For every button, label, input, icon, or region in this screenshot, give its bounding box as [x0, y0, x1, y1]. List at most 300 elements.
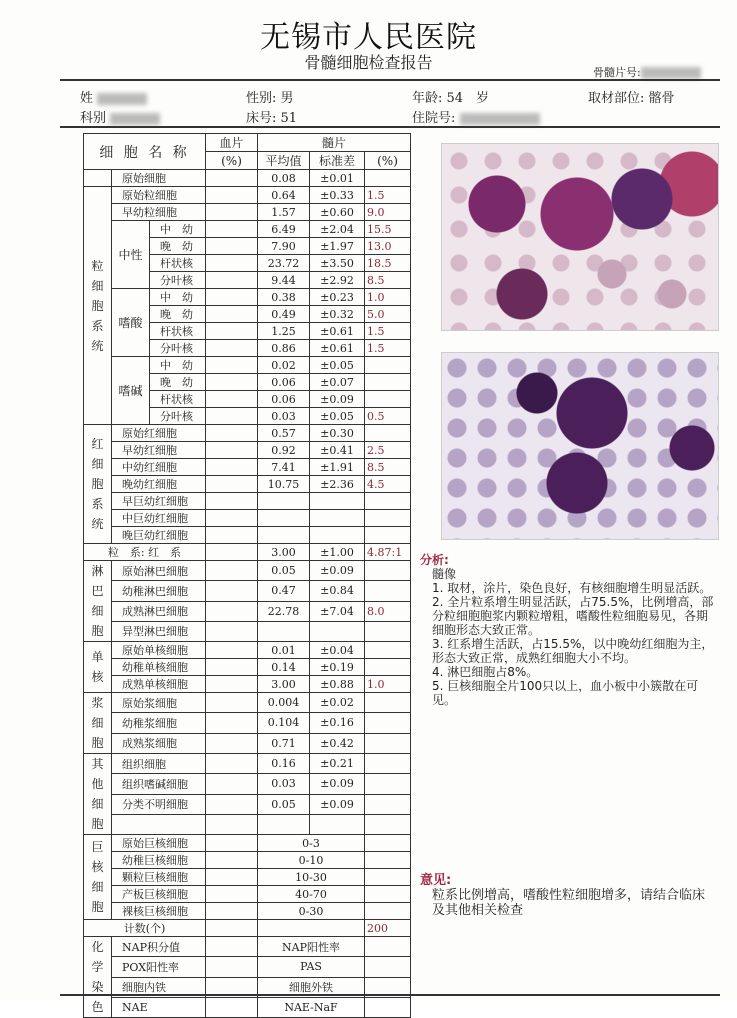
mean-value: 0.06: [258, 374, 310, 391]
reference-range: NAE-NaF: [258, 997, 365, 1017]
sd-value: ±0.84: [310, 581, 365, 601]
marrow-pct: [365, 561, 411, 581]
blood-pct: [206, 903, 258, 920]
row-name: [112, 814, 206, 834]
blood-pct: [206, 659, 258, 676]
marrow-pct: [365, 869, 411, 886]
marrow-pct: [365, 581, 411, 601]
blood-pct: [206, 920, 258, 937]
sd-value: ±1.97: [310, 238, 365, 255]
sd-value: [310, 527, 365, 544]
row-name: 分叶核: [150, 408, 206, 425]
table-row: [84, 476, 411, 493]
table-row: [84, 544, 411, 561]
marrow-pct: [365, 510, 411, 527]
table-row: [84, 903, 411, 920]
marrow-pct: [365, 774, 411, 794]
table-row: [84, 920, 411, 937]
mean-value: 0.05: [258, 561, 310, 581]
row-name: POX阳性率: [112, 957, 206, 977]
marrow-pct: [365, 903, 411, 920]
marrow-pct: [365, 886, 411, 903]
report-title: 骨髓细胞检查报告: [304, 53, 433, 72]
hospital-name: 无锡市人民医院: [260, 20, 477, 55]
sd-value: ±0.60: [310, 204, 365, 221]
reference-range: 0-10: [258, 852, 365, 869]
row-name: 原始巨核细胞: [112, 835, 206, 852]
marrow-pct: 9.0: [365, 204, 411, 221]
mean-value: 0.104: [258, 713, 310, 733]
marrow-pct: 1.5: [365, 187, 411, 204]
row-name: 杆状核: [150, 255, 206, 272]
marrow-pct: [365, 527, 411, 544]
mean-value: 1.57: [258, 204, 310, 221]
group-label: 红细胞系统: [84, 425, 112, 544]
divider: [60, 994, 720, 996]
marrow-pct: 1.5: [365, 340, 411, 357]
blood-pct: [206, 886, 258, 903]
marrow-no-label: 骨髓片号:: [593, 66, 641, 79]
sd-value: ±0.09: [310, 774, 365, 794]
blood-pct: [206, 170, 258, 187]
sd-value: [310, 493, 365, 510]
row-name: 分类不明细胞: [112, 794, 206, 814]
analysis-subheading: 髓像: [432, 567, 457, 581]
blood-pct: [206, 774, 258, 794]
table-row: [84, 493, 411, 510]
sample-site: 取材部位: 髂骨: [588, 91, 675, 106]
marrow-pct: 13.0: [365, 238, 411, 255]
table-row: [84, 621, 411, 641]
sd-value: ±0.88: [310, 676, 365, 693]
group-label: 浆细胞: [84, 693, 112, 754]
blood-pct: [206, 221, 258, 238]
cell-count-table: [83, 133, 411, 1018]
marrow-pct: [365, 957, 411, 977]
sd-value: ±0.09: [310, 391, 365, 408]
sd-value: ±0.09: [310, 794, 365, 814]
mean-value: [258, 510, 310, 527]
table-row: [84, 774, 411, 794]
table-row: [84, 601, 411, 621]
marrow-smear-image-2: [441, 352, 719, 540]
reference-range: 0-3: [258, 835, 365, 852]
sd-value: ±0.42: [310, 733, 365, 753]
table-row: [84, 937, 411, 957]
row-name: 异型淋巴细胞: [112, 621, 206, 641]
header-sd: 标准差: [310, 152, 365, 170]
marrow-pct: [365, 794, 411, 814]
row-name: 组织嗜碱细胞: [112, 774, 206, 794]
mean-value: 10.75: [258, 476, 310, 493]
sd-value: [310, 621, 365, 641]
blood-pct: [206, 754, 258, 774]
mean-value: 3.00: [258, 676, 310, 693]
table-row: [84, 713, 411, 733]
table-row: [84, 442, 411, 459]
row-name: 中巨幼红细胞: [112, 510, 206, 527]
reference-range: 0-30: [258, 903, 365, 920]
blood-pct: [206, 527, 258, 544]
blood-pct: [206, 272, 258, 289]
sd-value: ±0.09: [310, 561, 365, 581]
marrow-pct: [365, 391, 411, 408]
row-name: 早幼红细胞: [112, 442, 206, 459]
blood-pct: [206, 997, 258, 1017]
mean-value: 0.02: [258, 357, 310, 374]
row-name: NAP积分值: [112, 937, 206, 957]
table-row: [84, 425, 411, 442]
blood-pct: [206, 561, 258, 581]
patient-name: [80, 87, 147, 106]
blood-pct: [206, 601, 258, 621]
marrow-pct: [365, 997, 411, 1017]
sex: 性别: 男: [246, 91, 294, 106]
mean-value: 0.16: [258, 754, 310, 774]
table-row: [84, 642, 411, 659]
row-name: 成熟浆细胞: [112, 733, 206, 753]
row-name: 计数(个): [84, 920, 206, 937]
mean-value: [258, 621, 310, 641]
marrow-pct: 8.0: [365, 601, 411, 621]
marrow-pct: 15.5: [365, 221, 411, 238]
marrow-pct: [365, 754, 411, 774]
table-row: [84, 754, 411, 774]
row-name: 中 幼: [150, 221, 206, 238]
blood-pct: [206, 957, 258, 977]
blood-pct: [206, 621, 258, 641]
blood-pct: [206, 238, 258, 255]
inpatient-no: [412, 107, 540, 126]
analysis-section: [420, 553, 715, 707]
table-row: [84, 733, 411, 753]
subgroup-label: 嗜碱: [112, 357, 150, 425]
department: [80, 107, 160, 126]
analysis-heading: 分析:: [420, 553, 449, 567]
redacted-value: [110, 113, 160, 125]
mean-value: 0.06: [258, 391, 310, 408]
row-name: 中 幼: [150, 289, 206, 306]
sd-value: [310, 814, 365, 834]
header-mean: 平均值: [258, 152, 310, 170]
marrow-pct: 0.5: [365, 408, 411, 425]
marrow-pct: 18.5: [365, 255, 411, 272]
mean-value: [258, 527, 310, 544]
row-name: 原始浆细胞: [112, 693, 206, 713]
sd-value: [310, 510, 365, 527]
row-name: 中幼红细胞: [112, 459, 206, 476]
row-name: 组织细胞: [112, 754, 206, 774]
table-row: [84, 357, 411, 374]
blood-pct: [206, 835, 258, 852]
reference-range: 40-70: [258, 886, 365, 903]
sd-value: ±0.23: [310, 289, 365, 306]
header-blood: 血片: [206, 134, 258, 152]
marrow-pct: [365, 621, 411, 641]
analysis-line: 5. 巨核细胞全片100只以上，血小板中小簇散在可见。: [432, 679, 699, 707]
group-label: 粒细胞系统: [84, 187, 112, 425]
table-row: [84, 170, 411, 187]
table-row: [84, 852, 411, 869]
row-name: 幼稚浆细胞: [112, 713, 206, 733]
header-cell-name: 细 胞 名 称: [84, 134, 206, 170]
row-name: 分叶核: [150, 272, 206, 289]
row-name: 幼稚巨核细胞: [112, 852, 206, 869]
blood-pct: [206, 869, 258, 886]
marrow-pct: 4.5: [365, 476, 411, 493]
blood-pct: [206, 340, 258, 357]
reference-range: 10-30: [258, 869, 365, 886]
sd-value: ±0.19: [310, 659, 365, 676]
blood-pct: [206, 374, 258, 391]
mean-value: 0.03: [258, 408, 310, 425]
opinion-heading: 意见:: [420, 873, 452, 888]
blood-pct: [206, 187, 258, 204]
table-row: [84, 527, 411, 544]
blood-pct: [206, 255, 258, 272]
row-name: 原始淋巴细胞: [112, 561, 206, 581]
bed-no: 床号: 51: [246, 111, 298, 126]
row-name: 原始红细胞: [112, 425, 206, 442]
analysis-line: 1. 取材，涂片，染色良好，有核细胞增生明显活跃。: [432, 581, 712, 595]
table-row: [84, 997, 411, 1017]
marrow-pct: [365, 713, 411, 733]
row-name: 产板巨核细胞: [112, 886, 206, 903]
blood-pct: [206, 476, 258, 493]
marrow-pct: 8.5: [365, 272, 411, 289]
sd-value: ±2.36: [310, 476, 365, 493]
row-name: 原始粒细胞: [112, 187, 206, 204]
blood-pct: [206, 306, 258, 323]
row-name: 原始细胞: [112, 170, 206, 187]
sd-value: ±0.16: [310, 713, 365, 733]
table-header-row: [84, 134, 411, 152]
blood-pct: [206, 391, 258, 408]
blood-pct: [206, 713, 258, 733]
marrow-pct: [365, 170, 411, 187]
mean-value: 0.03: [258, 774, 310, 794]
redacted-value: [460, 113, 540, 125]
blood-pct: [206, 794, 258, 814]
subgroup-label: 中性: [112, 221, 150, 289]
name-label: 姓: [80, 91, 94, 106]
mean-value: 0.86: [258, 340, 310, 357]
row-name: 原始单核细胞: [112, 642, 206, 659]
table-row: [84, 659, 411, 676]
mean-value: 0.49: [258, 306, 310, 323]
table-row: [84, 221, 411, 238]
header-blood-unit: (%): [206, 152, 258, 170]
row-name: 晚 幼: [150, 374, 206, 391]
table-row: [84, 561, 411, 581]
table-row: [84, 204, 411, 221]
row-name: 分叶核: [150, 340, 206, 357]
mean-value: 0.57: [258, 425, 310, 442]
blood-pct: [206, 408, 258, 425]
group-label: 巨核细胞: [84, 835, 112, 920]
row-name: 幼稚单核细胞: [112, 659, 206, 676]
reference-range: PAS: [258, 957, 365, 977]
reference-range: NAP阳性率: [258, 937, 365, 957]
sd-value: ±0.01: [310, 170, 365, 187]
row-name: 杆状核: [150, 323, 206, 340]
mean-value: [258, 814, 310, 834]
row-name: 细胞内铁: [112, 977, 206, 997]
marrow-pct: [365, 659, 411, 676]
marrow-pct: [365, 374, 411, 391]
sd-value: ±0.05: [310, 408, 365, 425]
marrow-pct: [365, 814, 411, 834]
row-name: 早幼粒细胞: [112, 204, 206, 221]
reference-range: [258, 920, 365, 937]
table-row: [84, 459, 411, 476]
marrow-pct: [365, 835, 411, 852]
sd-value: ±0.05: [310, 357, 365, 374]
blood-pct: [206, 459, 258, 476]
blood-pct: [206, 676, 258, 693]
sd-value: ±0.04: [310, 642, 365, 659]
table-row: [84, 886, 411, 903]
header-pct: (%): [365, 152, 411, 170]
age: 年龄: 54 岁: [412, 91, 490, 106]
blood-pct: [206, 442, 258, 459]
blood-pct: [206, 289, 258, 306]
reference-range: 细胞外铁: [258, 977, 365, 997]
marrow-pct: [365, 693, 411, 713]
redacted-value: [97, 93, 147, 105]
marrow-pct: [365, 425, 411, 442]
blood-pct: [206, 642, 258, 659]
blood-pct: [206, 544, 258, 561]
marrow-pct: 5.0: [365, 306, 411, 323]
table-row: [84, 289, 411, 306]
sd-value: ±0.33: [310, 187, 365, 204]
mean-value: 3.00: [258, 544, 310, 561]
row-name: NAE: [112, 997, 206, 1017]
table-row: [84, 869, 411, 886]
row-name: 颗粒巨核细胞: [112, 869, 206, 886]
sd-value: ±0.30: [310, 425, 365, 442]
mean-value: 1.25: [258, 323, 310, 340]
blood-pct: [206, 693, 258, 713]
group-label: 其他细胞: [84, 754, 112, 835]
analysis-line: 3. 红系增生活跃，占15.5%，以中晚幼红细胞为主，形态大致正常，成熟红细胞大小不均。: [432, 637, 714, 665]
mean-value: 0.14: [258, 659, 310, 676]
inpatient-label: 住院号:: [412, 111, 456, 126]
marrow-pct: [365, 642, 411, 659]
mean-value: 0.71: [258, 733, 310, 753]
marrow-pct: 1.5: [365, 323, 411, 340]
mean-value: 0.05: [258, 794, 310, 814]
row-name: 晚 幼: [150, 306, 206, 323]
header-marrow: 髓片: [258, 134, 411, 152]
blood-pct: [206, 814, 258, 834]
row-name: 晚 幼: [150, 238, 206, 255]
table-row: [84, 814, 411, 834]
sd-value: ±0.21: [310, 754, 365, 774]
blood-pct: [206, 581, 258, 601]
mean-value: 6.49: [258, 221, 310, 238]
group-label: 淋巴细胞: [84, 561, 112, 642]
table-row: [84, 187, 411, 204]
sd-value: ±3.50: [310, 255, 365, 272]
table-row: [84, 581, 411, 601]
blood-pct: [206, 425, 258, 442]
mean-value: 0.01: [258, 642, 310, 659]
marrow-pct: 200: [365, 920, 411, 937]
sd-value: ±0.32: [310, 306, 365, 323]
sd-value: ±1.00: [310, 544, 365, 561]
sd-value: ±0.61: [310, 340, 365, 357]
row-name: 晚巨幼红细胞: [112, 527, 206, 544]
row-name: 中 幼: [150, 357, 206, 374]
marrow-pct: [365, 493, 411, 510]
group-label: 化学染色: [84, 937, 112, 1018]
blood-pct: [206, 852, 258, 869]
mean-value: 23.72: [258, 255, 310, 272]
subgroup-label: 嗜酸: [112, 289, 150, 357]
blood-pct: [206, 937, 258, 957]
sd-value: ±2.04: [310, 221, 365, 238]
marrow-pct: [365, 733, 411, 753]
sd-value: ±0.41: [310, 442, 365, 459]
sd-value: ±1.91: [310, 459, 365, 476]
marrow-smear-image-1: [441, 143, 719, 331]
analysis-line: 2. 全片粒系增生明显活跃，占75.5%，比例增高，部分粒细胞胞浆内颗粒增粗，嗜酸性粒细胞易见，各期细胞形态大致正常。: [432, 595, 714, 637]
sd-value: ±0.07: [310, 374, 365, 391]
marrow-pct: [365, 852, 411, 869]
marrow-pct: 2.5: [365, 442, 411, 459]
mean-value: [258, 493, 310, 510]
mean-value: 7.41: [258, 459, 310, 476]
mean-value: 0.92: [258, 442, 310, 459]
mean-value: 0.08: [258, 170, 310, 187]
mean-value: 22.78: [258, 601, 310, 621]
marrow-pct: [365, 937, 411, 957]
mean-value: 7.90: [258, 238, 310, 255]
row-name: 成熟淋巴细胞: [112, 601, 206, 621]
table-row: [84, 835, 411, 852]
row-name: 成熟单核细胞: [112, 676, 206, 693]
divider: [60, 79, 720, 81]
mean-value: 0.64: [258, 187, 310, 204]
row-name: 早巨幼红细胞: [112, 493, 206, 510]
blood-pct: [206, 204, 258, 221]
redacted-value: [641, 67, 701, 79]
sd-value: ±0.61: [310, 323, 365, 340]
table-row: [84, 957, 411, 977]
row-name: 晚幼红细胞: [112, 476, 206, 493]
marrow-pct: 1.0: [365, 289, 411, 306]
group-label: [84, 170, 112, 187]
blood-pct: [206, 733, 258, 753]
marrow-no: [593, 64, 701, 80]
sd-value: ±0.02: [310, 693, 365, 713]
blood-pct: [206, 493, 258, 510]
marrow-pct: [365, 357, 411, 374]
sd-value: ±2.92: [310, 272, 365, 289]
blood-pct: [206, 357, 258, 374]
row-name: 幼稚淋巴细胞: [112, 581, 206, 601]
sd-value: ±7.04: [310, 601, 365, 621]
row-name: 粒 系: 红 系: [84, 544, 206, 561]
row-name: 杆状核: [150, 391, 206, 408]
mean-value: 9.44: [258, 272, 310, 289]
mean-value: 0.38: [258, 289, 310, 306]
marrow-pct: 4.87:1: [365, 544, 411, 561]
group-label: 单核: [84, 642, 112, 693]
table-row: [84, 510, 411, 527]
